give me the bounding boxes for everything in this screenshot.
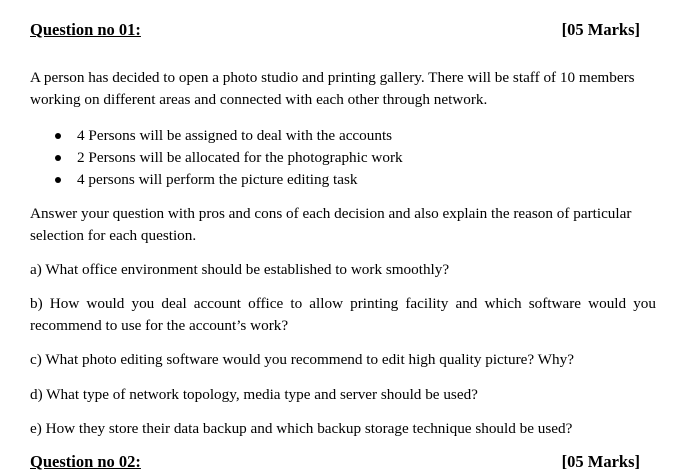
sub-question-c: c) What photo editing software would you recommend to edit high quality picture? Why? — [30, 351, 574, 368]
document-page — [30, 0, 656, 471]
sub-question-e: e) How they store their data backup and which backup storage technique should be used? — [30, 420, 573, 437]
instruction-paragraph: Answer your question with pros and cons of each decision and also explain the reason of particular selection for each question. — [30, 205, 632, 244]
question-header — [30, 20, 656, 42]
list-item — [30, 147, 656, 169]
question-title: Question no 01: — [30, 20, 141, 39]
list-item-text: 4 persons will perform the picture editing task — [77, 171, 358, 188]
sub-question-a: a) What office environment should be established to work smoothly? — [30, 261, 450, 278]
bullet-icon — [55, 177, 61, 183]
list-item-text: 4 Persons will be assigned to deal with the accounts — [77, 127, 393, 144]
next-question-title: Question no 02: — [30, 452, 141, 471]
next-question-marks: [05 Marks] — [561, 452, 640, 471]
sub-question-b: b) How would you deal account office to allow printing facility and which software would you recommend to use for the account’s work? — [30, 295, 656, 334]
list-item-text: 2 Persons will be allocated for the photographic work — [77, 149, 403, 166]
bullet-icon — [55, 155, 61, 161]
next-question-header — [30, 452, 656, 474]
sub-question-d: d) What type of network topology, media type and server should be used? — [30, 386, 478, 403]
scenario-paragraph: A person has decided to open a photo studio and printing gallery. There will be staff of 10 members working on different areas and connected with each other through network. — [30, 69, 635, 108]
list-item — [30, 169, 656, 191]
list-item — [30, 125, 656, 147]
question-marks: [05 Marks] — [561, 20, 640, 39]
staff-allocation-list — [30, 125, 656, 191]
bullet-icon — [55, 133, 61, 139]
